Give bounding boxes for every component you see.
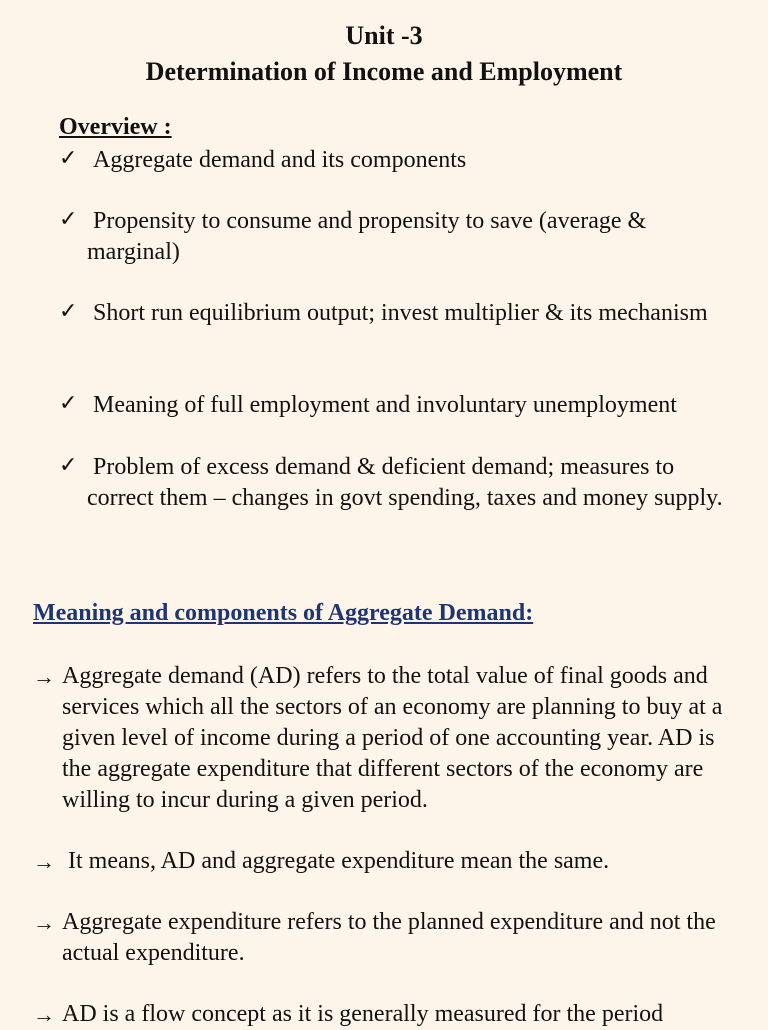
- section-point: [33, 907, 733, 969]
- section-heading: Meaning and components of Aggregate Demand:: [33, 600, 534, 626]
- section-point-text: Aggregate expenditure refers to the planned expenditure and not the actual expenditure.: [62, 909, 716, 966]
- section-point: [33, 999, 733, 1030]
- section-point-text: It means, AD and aggregate expenditure mean the same.: [62, 848, 610, 874]
- overview-item: [59, 298, 739, 329]
- arrow-right-icon: →: [33, 849, 55, 874]
- section-point: [33, 661, 733, 816]
- arrow-right-icon: →: [33, 910, 55, 935]
- overview-item: [59, 452, 739, 514]
- overview-item: [59, 390, 739, 421]
- arrow-right-icon: →: [33, 1002, 55, 1027]
- checkmark-icon: ✓: [59, 390, 78, 415]
- overview-heading: Overview :: [59, 114, 172, 140]
- overview-item: [59, 145, 739, 176]
- section-point: [33, 846, 733, 877]
- overview-item-text: Meaning of full employment and involuntary unemployment: [93, 392, 677, 418]
- overview-item-text: Aggregate demand and its components: [93, 147, 467, 173]
- overview-item-text: Propensity to consume and propensity to save (average & marginal): [87, 208, 647, 265]
- overview-item-text: Short run equilibrium output; invest multiplier & its mechanism: [93, 300, 708, 326]
- checkmark-icon: ✓: [59, 206, 78, 231]
- page-title: Determination of Income and Employment: [145, 57, 623, 86]
- section-point-text: Aggregate demand (AD) refers to the total value of final goods and services which all the sectors of an economy are planning to buy at a given level of income during a period of one accounting year. AD is the aggregate expenditure that different sectors of the economy are willing to incur during a given period.: [62, 663, 723, 813]
- checkmark-icon: ✓: [59, 145, 78, 170]
- checkmark-icon: ✓: [59, 298, 78, 323]
- overview-item: [59, 206, 739, 268]
- unit-title: Unit -3: [345, 21, 423, 50]
- checkmark-icon: ✓: [59, 452, 78, 477]
- arrow-right-icon: →: [33, 664, 55, 689]
- overview-item-text: Problem of excess demand & deficient demand; measures to correct them – changes in govt spending, taxes and money supply.: [87, 454, 723, 511]
- section-point-text: AD is a flow concept as it is generally measured for the period: [62, 1001, 664, 1027]
